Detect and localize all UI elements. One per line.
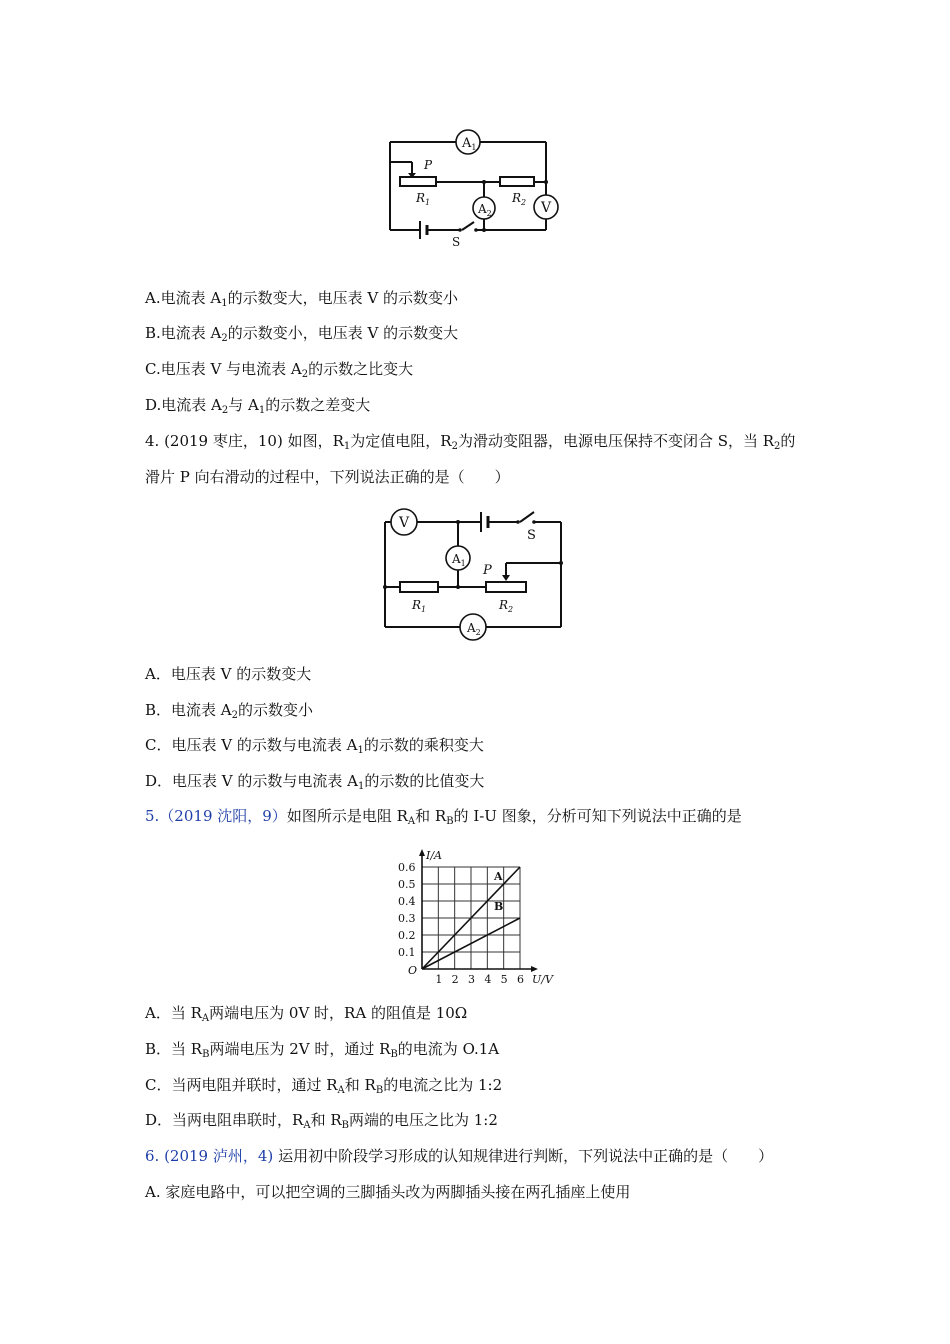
x-tick-label: 2 bbox=[451, 973, 459, 986]
x-tick-label: 1 bbox=[435, 973, 443, 986]
q4-r1-label: $R_1$ bbox=[412, 598, 427, 614]
q3-r1-label: $R_1$ bbox=[416, 191, 431, 207]
x-axis-arrow bbox=[531, 966, 538, 972]
q6-source: 6. (2019 泸州，4) bbox=[145, 1147, 274, 1165]
q3-option-b: B.电流表 $A_2$的示数变小，电压表 V 的示数变大 bbox=[145, 324, 459, 344]
q4-circuit-diagram bbox=[380, 505, 565, 645]
q4-switch-label: S bbox=[527, 528, 536, 543]
q3-a2-meter-label: $A_2$ bbox=[478, 202, 492, 218]
q5-source: 5.（2019 沈阳，9） bbox=[145, 807, 287, 825]
x-tick-label: 6 bbox=[517, 973, 524, 986]
q4-option-d: D．电压表 V 的示数与电流表 $A_1$的示数的比值变大 bbox=[145, 772, 485, 792]
origin-label: O bbox=[408, 964, 418, 977]
q4-v-meter-label: V bbox=[399, 515, 410, 531]
q4-r2-label: $R_2$ bbox=[499, 598, 514, 614]
q3-option-a: A.电流表 $A_1$的示数变大，电压表 V 的示数变小 bbox=[145, 289, 458, 309]
series-label-b: B bbox=[494, 900, 504, 913]
q3-p-label: P bbox=[424, 158, 433, 172]
q3-option-d: D.电流表 $A_2$与 $A_1$的示数之差变大 bbox=[145, 396, 371, 416]
q4-option-c: C．电压表 V 的示数与电流表 $A_1$的示数的乘积变大 bbox=[145, 736, 484, 756]
q5-option-a: A．当 $R_A$两端电压为 0V 时，RA 的阻值是 10Ω bbox=[145, 1004, 468, 1024]
x-axis-label: U/V bbox=[532, 973, 553, 986]
q3-a1-meter-label: $A_1$ bbox=[462, 136, 477, 152]
q4-stem-line1: 4. (2019 枣庄，10) 如图，$R_1$为定值电阻，$R_2$为滑动变阻器，电源电压保持不变闭合 S，当 $R_2$的 bbox=[145, 432, 796, 452]
y-tick-label: 0.6 bbox=[398, 861, 416, 874]
q3-option-c: C.电压表 V 与电流表 $A_2$的示数之比变大 bbox=[145, 360, 414, 380]
q6-option-a: A. 家庭电路中，可以把空调的三脚插头改为两脚插头接在两孔插座上使用 bbox=[145, 1183, 631, 1201]
q4-stem-line2: 滑片 P 向右滑动的过程中，下列说法正确的是（ ） bbox=[145, 468, 510, 486]
q4-a2-meter-label: $A_2$ bbox=[467, 621, 481, 637]
q4-option-b: B．电流表 $A_2$的示数变小 bbox=[145, 701, 314, 721]
q5-option-c: C．当两电阻并联时，通过 $R_A$和 $R_B$的电流之比为 1:2 bbox=[145, 1076, 503, 1096]
q3-v-meter-label: V bbox=[541, 200, 552, 216]
y-axis-arrow bbox=[419, 849, 425, 856]
y-tick-label: 0.4 bbox=[398, 895, 416, 908]
q4-option-a: A．电压表 V 的示数变大 bbox=[145, 665, 312, 683]
iu-chart bbox=[370, 842, 560, 987]
q4-a1-meter-label: $A_1$ bbox=[452, 552, 466, 568]
q3-switch-label: S bbox=[452, 235, 461, 249]
x-tick-label: 3 bbox=[468, 973, 475, 986]
y-tick-label: 0.3 bbox=[398, 912, 416, 925]
q6-stem: 6. (2019 泸州，4) 运用初中阶段学习形成的认知规律进行判断，下列说法中正确的是（ ） bbox=[145, 1147, 774, 1165]
y-axis-label: I/A bbox=[426, 849, 442, 862]
y-tick-label: 0.5 bbox=[398, 878, 416, 891]
q5-option-b: B．当 $R_B$两端电压为 2V 时，通过 $R_B$的电流为 O.1A bbox=[145, 1040, 500, 1060]
q5-option-d: D．当两电阻串联时，$R_A$和 $R_B$两端的电压之比为 1:2 bbox=[145, 1111, 498, 1131]
y-tick-label: 0.1 bbox=[398, 946, 416, 959]
q4-p-label: P bbox=[483, 563, 492, 578]
q3-circuit-diagram bbox=[380, 125, 560, 250]
series-label-a: A bbox=[494, 870, 503, 883]
x-tick-label: 5 bbox=[500, 973, 508, 986]
x-tick-label: 4 bbox=[484, 973, 492, 986]
y-tick-label: 0.2 bbox=[398, 929, 416, 942]
q5-stem: 5.（2019 沈阳，9）如图所示是电阻 $R_A$和 $R_B$的 I-U 图象，分析可知下列说法中正确的是 bbox=[145, 807, 742, 827]
q3-r2-label: $R_2$ bbox=[512, 191, 527, 207]
